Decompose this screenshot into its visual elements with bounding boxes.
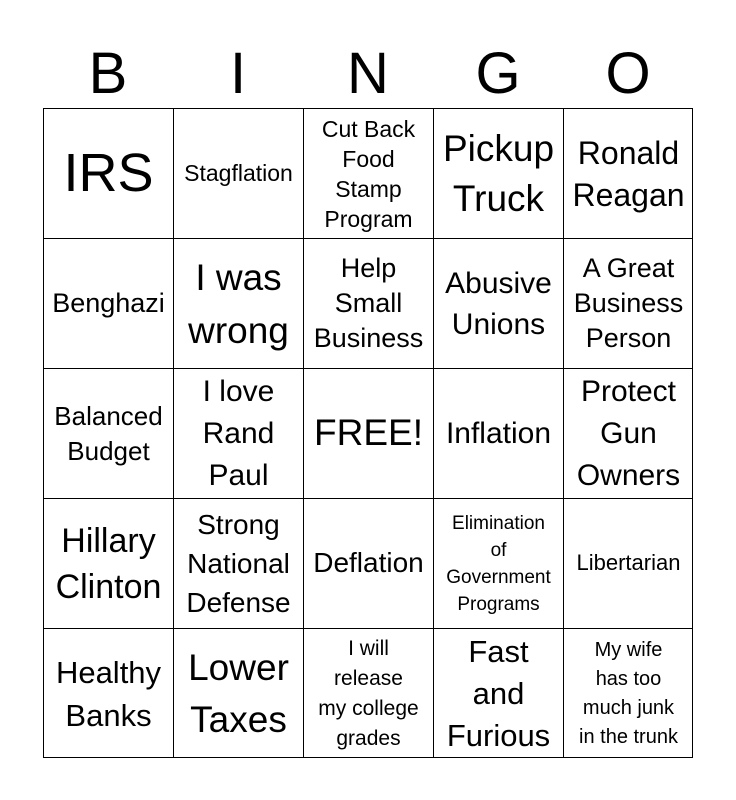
bingo-cell[interactable]	[43, 108, 173, 238]
bingo-cell[interactable]	[563, 628, 693, 758]
cell-text: Strong National Defense	[186, 509, 291, 618]
cell-text: Lower Taxes	[188, 646, 289, 740]
bingo-board	[43, 108, 693, 758]
bingo-cell[interactable]	[303, 108, 433, 238]
cell-text: FREE!	[314, 412, 423, 454]
cell-text: Libertarian	[576, 550, 681, 576]
bingo-cell[interactable]	[433, 108, 563, 238]
cell-text: Elimination of Government Programs	[446, 512, 551, 615]
cell-text: Healthy Banks	[55, 654, 162, 733]
bingo-cell[interactable]	[433, 628, 563, 758]
header-letter-b: B	[88, 41, 128, 106]
cell-text: Protect Gun Owners	[576, 374, 681, 492]
bingo-cell[interactable]	[433, 368, 563, 498]
cell-text: Cut Back Food Stamp Program	[321, 115, 416, 232]
bingo-cell free-space[interactable]	[303, 368, 433, 498]
cell-text: Pickup Truck	[442, 127, 555, 219]
bingo-cell[interactable]	[433, 498, 563, 628]
bingo-cell[interactable]	[173, 108, 303, 238]
header-letter-o: O	[605, 41, 651, 106]
bingo-cell[interactable]	[563, 498, 693, 628]
bingo-cell[interactable]	[173, 628, 303, 758]
cell-text: Fast and Furious	[446, 633, 551, 753]
bingo-cell[interactable]	[303, 238, 433, 368]
cell-text: Ronald Reagan	[572, 134, 685, 213]
bingo-header	[43, 40, 693, 108]
cell-text: I was wrong	[188, 256, 289, 351]
cell-text: Stagflation	[184, 159, 293, 186]
header-letter-i: I	[229, 41, 247, 106]
cell-text: Abusive Unions	[445, 266, 552, 341]
cell-text: My wife has too much junk in the trunk	[579, 638, 678, 748]
cell-text: Deflation	[313, 547, 424, 579]
bingo-cell[interactable]	[173, 368, 303, 498]
cell-text: Benghazi	[52, 287, 165, 318]
bingo-cell[interactable]	[43, 238, 173, 368]
cell-text: Inflation	[445, 417, 552, 450]
cell-text: I love Rand Paul	[202, 374, 275, 492]
header-letter-g: G	[475, 41, 521, 106]
header-letter-n: N	[347, 41, 389, 106]
cell-text: Help Small Business	[313, 253, 424, 353]
bingo-cell[interactable]	[563, 108, 693, 238]
bingo-cell[interactable]	[563, 238, 693, 368]
cell-text: Balanced Budget	[54, 400, 163, 466]
bingo-cell[interactable]	[43, 498, 173, 628]
bingo-cell[interactable]	[303, 498, 433, 628]
cell-text: I will release my college grades	[318, 636, 419, 750]
bingo-cell[interactable]	[303, 628, 433, 758]
bingo-cell[interactable]	[43, 628, 173, 758]
bingo-cell[interactable]	[173, 238, 303, 368]
cell-text: A Great Business Person	[573, 253, 684, 353]
bingo-cell[interactable]	[433, 238, 563, 368]
cell-text: Hillary Clinton	[55, 521, 162, 606]
bingo-cell[interactable]	[563, 368, 693, 498]
bingo-cell[interactable]	[43, 368, 173, 498]
bingo-cell[interactable]	[173, 498, 303, 628]
cell-text: IRS	[63, 142, 154, 203]
